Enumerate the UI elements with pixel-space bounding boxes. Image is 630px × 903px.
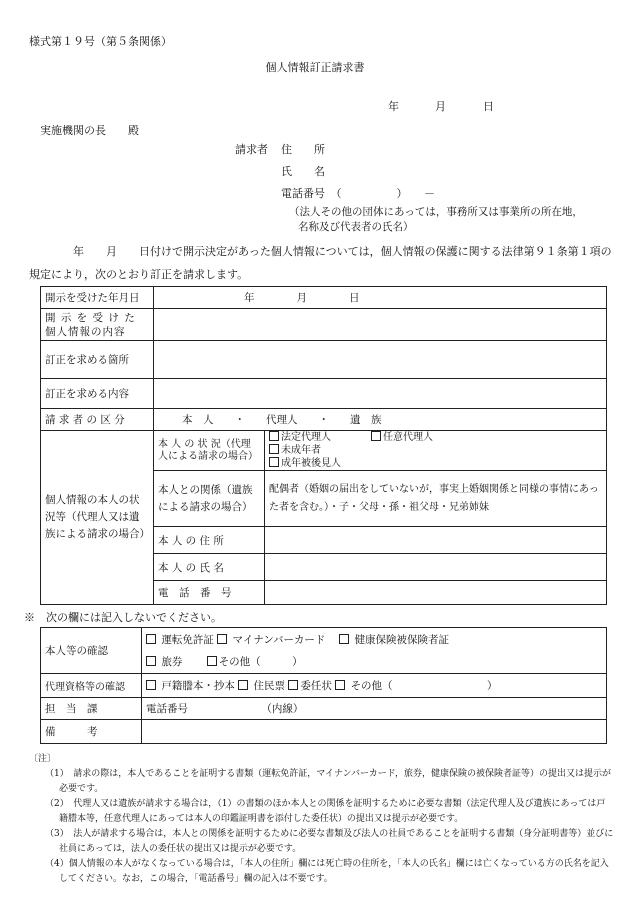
minor-checkbox[interactable] — [269, 444, 602, 457]
note-item: （2） 代理人又は遺族が請求する場合は，（1）の書類のほか本人との関係を証明するために必要な書類（法定代理人及び遺族にあっては戸籍謄本等，任意代理人にあっては本人の印鑑証明書を添付した委任状）の提出又は提示が必要です。 — [45, 799, 606, 824]
driver-license-checkbox[interactable] — [146, 634, 214, 646]
date-month: 月 — [435, 100, 446, 113]
koseki-checkbox[interactable] — [146, 680, 235, 692]
principal-status-group-label: 個人情報の本人の状況等（代理人又は遺族による請求の場合） — [41, 431, 154, 605]
corporate-note-2: 名称及び代表者の氏名） — [298, 221, 414, 233]
checkbox-icon — [238, 680, 248, 690]
disclosed-content-field[interactable] — [154, 309, 607, 341]
principal-name-field[interactable] — [265, 554, 607, 581]
id-other-label: その他（ ） — [218, 655, 303, 668]
koseki-label: 戸籍謄本・抄本 — [161, 680, 235, 692]
principal-name-label: 本 人 の 氏 名 — [154, 554, 265, 581]
identity-check-options — [142, 628, 607, 674]
principal-phone-field[interactable] — [265, 581, 607, 605]
passport-checkbox[interactable] — [146, 656, 182, 668]
qualification-check-options — [142, 674, 607, 698]
mynumber-checkbox[interactable] — [217, 634, 325, 646]
correction-location-label: 訂正を求める箇所 — [41, 341, 154, 379]
minor-label: 未成年者 — [281, 445, 321, 456]
correction-content-label: 訂正を求める内容 — [41, 379, 154, 409]
requester-phone-label: 電話番号 （ ） － — [281, 187, 435, 200]
qualification-check-label: 代理資格等の確認 — [41, 674, 142, 698]
insurance-checkbox[interactable] — [339, 634, 449, 646]
office-use-instruction: ※ 次の欄には記入しないでください。 — [24, 611, 222, 624]
addressee: 実施機関の長 殿 — [40, 124, 139, 137]
checkbox-icon — [146, 680, 156, 690]
checkbox-icon — [269, 431, 279, 441]
checkbox-icon — [146, 634, 156, 644]
relation-options[interactable]: 配偶者（婚姻の届出をしていないが，事実上婚姻関係と同様の事情にあった者を含む。）・子・父母・孫・祖父母・兄弟姉妹 — [265, 471, 607, 527]
ininjo-checkbox[interactable] — [288, 680, 332, 692]
legal-agent-checkbox[interactable] — [269, 432, 331, 443]
relation-label: 本人との関係（遺族による請求の場合） — [154, 471, 265, 527]
requester-label: 請求者 — [235, 143, 268, 156]
juminhyo-checkbox[interactable] — [238, 680, 285, 692]
corporate-note-1: （法人その他の団体にあっては，事務所又は事業所の所在地， — [289, 206, 583, 218]
requester-category-label: 請 求 者 の 区 分 — [41, 409, 154, 431]
note-item: （4）個人情報の本人がなくなっている場合は，「本人の住所」欄には死亡時の住所を，「本人の氏名」欄には亡くなっている方の氏名を記入してください。なお，この場合，「電話番号」欄の記入は不要です。 — [45, 859, 609, 884]
principal-status-label: 本 人 の 状 況（代理人による請求の場合） — [154, 431, 265, 471]
disclosed-date-field[interactable]: 年 月 日 — [154, 287, 607, 309]
date-day: 日 — [483, 100, 494, 113]
principal-status-options — [265, 431, 607, 471]
qual-other-checkbox[interactable] — [335, 680, 497, 692]
legal-agent-label: 法定代理人 — [281, 432, 331, 443]
correction-content-field[interactable] — [154, 379, 607, 409]
principal-address-field[interactable] — [265, 527, 607, 554]
identity-check-label: 本人等の確認 — [41, 628, 142, 674]
adult-guardian-checkbox[interactable] — [269, 457, 602, 470]
note-item: （3） 法人が請求する場合は，本人との関係を証明するために必要な書類及び法人の社員であることを証明する書類（身分証明書等）並びに社員にあっては，法人の委任状の提出又は提示が必要です。 — [45, 829, 614, 854]
requester-category-field[interactable]: 本 人 ・ 代理人 ・ 遺 族 — [154, 409, 607, 431]
insurance-label: 健康保険被保険者証 — [354, 633, 450, 646]
form-number: 様式第１９号（第５条関係） — [29, 35, 172, 48]
principal-address-label: 本 人 の 住 所 — [154, 527, 265, 554]
mynumber-label: マイナンバーカード — [232, 633, 326, 646]
checkbox-icon — [269, 444, 279, 454]
staff-section-label: 担 当 課 — [41, 698, 142, 720]
notes-section — [29, 752, 614, 887]
document-title: 個人情報訂正請求書 — [265, 61, 365, 74]
ininjo-label: 委任状 — [300, 680, 332, 692]
staff-phone-label: 電話番号 — [146, 703, 188, 715]
id-other-checkbox[interactable] — [207, 656, 303, 668]
disclosed-date-label: 開示を受けた年月日 — [41, 287, 154, 309]
remarks-label: 備 考 — [41, 720, 142, 744]
remarks-field — [142, 720, 607, 744]
voluntary-agent-checkbox[interactable] — [371, 432, 433, 443]
office-use-table — [40, 627, 607, 744]
voluntary-agent-label: 任意代理人 — [383, 432, 433, 443]
notes-heading: 〔注〕 — [29, 754, 57, 764]
adult-guardian-label: 成年被後見人 — [281, 458, 341, 469]
correction-location-field[interactable] — [154, 341, 607, 379]
staff-extension-label: （内線） — [261, 703, 304, 715]
principal-phone-label: 電 話 番 号 — [154, 581, 265, 605]
checkbox-icon — [146, 656, 156, 666]
driver-license-label: 運転免許証 — [161, 633, 214, 646]
staff-section-field — [142, 698, 607, 720]
checkbox-icon — [288, 680, 298, 690]
checkbox-icon — [371, 431, 381, 441]
requester-address-label: 住 所 — [281, 143, 325, 156]
requester-name-label: 氏 名 — [281, 165, 325, 178]
checkbox-icon — [217, 634, 227, 644]
checkbox-icon — [339, 634, 349, 644]
request-paragraph: 年 月 日付けで開示決定があった個人情報については，個人情報の保護に関する法律第９１条第１項の規定により，次のとおり訂正を請求します。 — [29, 245, 612, 281]
juminhyo-label: 住民票 — [253, 680, 286, 692]
note-item: （1） 請求の際は，本人であることを証明する書類（運転免許証，マイナンバーカード，旅券，健康保険の被保険者証等）の提出又は提示が必要です。 — [45, 769, 611, 794]
request-table — [40, 286, 607, 605]
qual-other-label: その他（ ） — [350, 680, 498, 692]
checkbox-icon — [207, 656, 217, 666]
passport-label: 旅券 — [161, 655, 183, 668]
disclosed-content-label: 開 示 を 受 け た 個人情報の内容 — [41, 309, 154, 341]
checkbox-icon — [269, 457, 279, 467]
date-year: 年 — [388, 100, 399, 113]
checkbox-icon — [335, 680, 345, 690]
